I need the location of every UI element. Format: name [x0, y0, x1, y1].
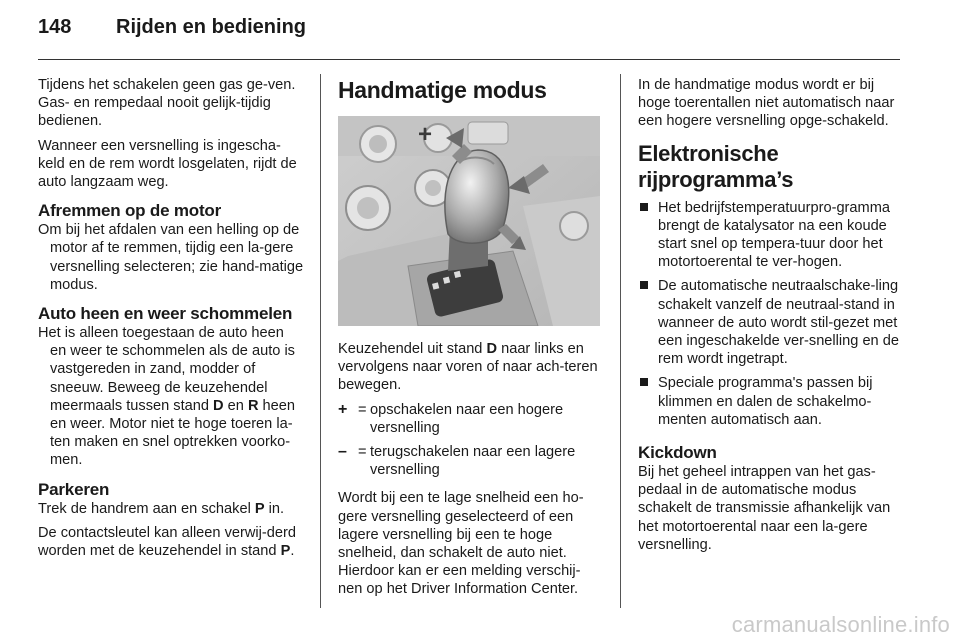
page-header — [38, 16, 900, 52]
program-list — [638, 199, 904, 429]
running-title: Rijden en bediening — [116, 16, 307, 38]
definition-text: opschakelen naar een hogere versnelling — [370, 401, 564, 436]
paragraph-kickdown: Bij het geheel intrappen van het gas-pedaal in de automatische modus schakelt de transmissie afhankelijk van het motortoerental naar een la-gere versnelling. — [638, 464, 891, 553]
column-left — [38, 76, 304, 566]
equals-sign: = — [358, 444, 367, 461]
heading-kickdown: Kickdown — [638, 443, 717, 463]
heading-rocking: Auto heen en weer schommelen — [38, 304, 293, 324]
paragraph-parking: Trek de handrem aan en schakel P in. — [38, 500, 285, 517]
heading-manual-mode: Handmatige modus — [338, 77, 547, 103]
heading-parking: Parkeren — [38, 479, 110, 499]
heading-electronic-programs: Elektronische rijprogramma’s — [638, 140, 794, 192]
definition-upshift — [338, 401, 604, 437]
svg-text:+: + — [418, 121, 433, 148]
paragraph-wrong-gear: Wordt bij een te lage snelheid een ho-gere versnelling geselecteerd of een lagere versnelling bij een te hoge snelheid, dan schakelt de auto niet. Hierdoor kan er een melding verschij-nen op het Driver Information Center. — [338, 490, 584, 598]
list-item: Het bedrijfstemperatuurpro-gramma brengt de katalysator na een koude start snel op tempera-tuur door het motortoerental te ver-hogen. — [638, 199, 904, 272]
bullet-square-icon — [640, 281, 648, 289]
paragraph-ignition-key: De contactsleutel kan alleen verwij-derd worden met de keuzehendel in stand P. — [38, 524, 296, 560]
paragraph-manual-high-rpm: In de handmatige modus wordt er bij hoge toerentallen niet automatisch naar een hogere versnelling opge-schakeld. — [638, 77, 895, 130]
column-rule-2 — [620, 74, 621, 608]
equals-sign: = — [358, 401, 367, 418]
column-rule-1 — [320, 74, 321, 608]
gear-lever-illustration — [338, 116, 600, 326]
plus-icon: + — [338, 400, 348, 418]
bullet-square-icon — [640, 203, 648, 211]
column-right — [638, 76, 904, 560]
heading-engine-braking: Afremmen op de motor — [38, 201, 222, 221]
paragraph-creep: Wanneer een versnelling is ingescha-keld en de rem wordt losgelaten, rijdt de auto langzaam weg. — [38, 137, 297, 191]
paragraph-rocking: Het is alleen toegestaan de auto heen en weer te schommelen als de auto is vastgereden in zand, modder of sneeuw. Beweeg de keuzehendel meermaals tussen stand D en R heen en weer. Motor niet te hoge toeren la-ten maken en snel optrekken voorko-men. — [38, 325, 296, 469]
definition-downshift — [338, 443, 604, 479]
bullet-square-icon — [640, 378, 648, 386]
figure-caption: Keuzehendel uit stand D naar links en vervolgens naar voren of naar ach-teren bewegen. — [338, 341, 598, 394]
gear-lever-drawing — [338, 116, 600, 326]
page-number: 148 — [38, 16, 72, 38]
paragraph-gear-shifting: Tijdens het schakelen geen gas ge-ven. Gas- en rempedaal nooit gelijk-tijdig bedienen. — [38, 77, 296, 130]
paragraph-engine-braking: Om bij het afdalen van een helling op de motor af te remmen, tijdig een la-gere versnelling selecteren; zie hand-matige modus. — [38, 222, 304, 293]
watermark: carmanualsonline.info — [731, 612, 950, 637]
list-item: Speciale programma's passen bij klimmen en dalen de schakelmo-menten automatisch aan. — [638, 374, 904, 429]
header-rule — [38, 59, 900, 60]
list-item: De automatische neutraalschake-ling schakelt vanzelf de neutraal-stand in wanneer de auto wordt stil-gezet met een ingeschakelde ver-snelling en de rem wordt ingetrapt. — [638, 277, 904, 368]
definition-text: terugschakelen naar een lagere versnelling — [370, 444, 576, 479]
column-middle — [338, 76, 604, 605]
minus-icon: – — [338, 443, 347, 461]
